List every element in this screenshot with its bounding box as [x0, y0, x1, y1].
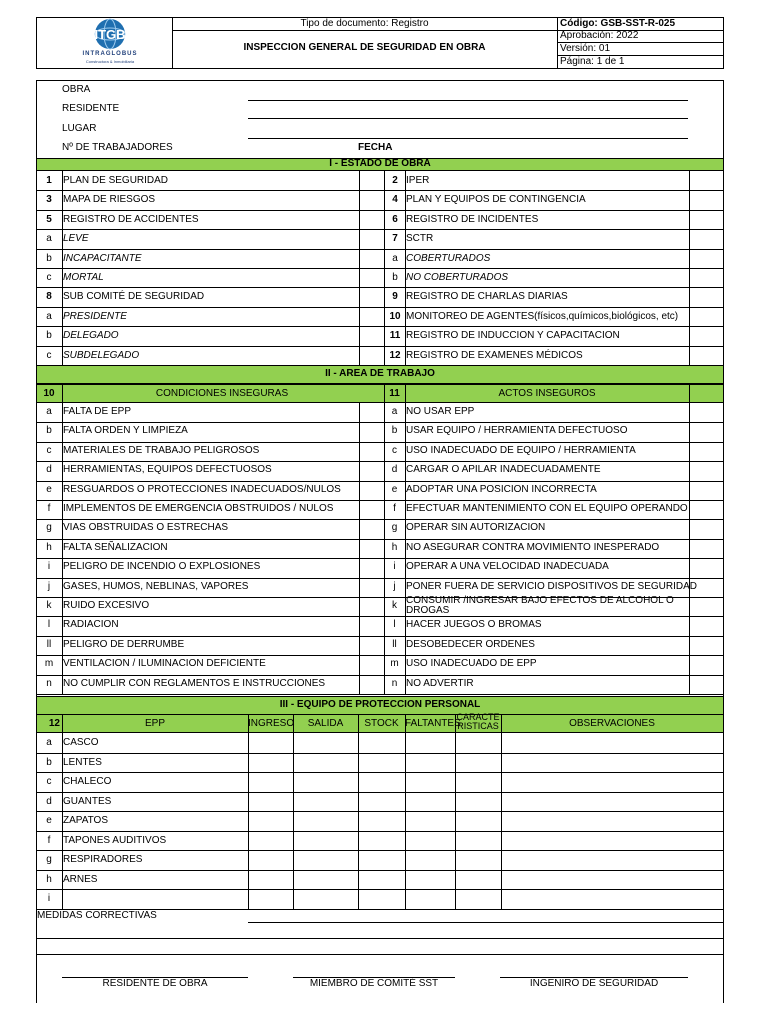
condition-label: VIAS OBSTRUIDAS O ESTRECHAS — [63, 522, 229, 533]
epp-input-cell[interactable] — [248, 889, 293, 909]
checkbox-cell[interactable] — [359, 636, 384, 655]
item-letter: e — [391, 484, 398, 495]
doc-type: Tipo de documento: Registro — [300, 18, 429, 29]
logo-name: INTRAGLOBUS — [82, 51, 138, 57]
condition-label: FALTA DE EPP — [63, 406, 131, 417]
doc-code: Código: GSB-SST-R-025 — [560, 18, 676, 29]
epp-input-cell[interactable] — [358, 831, 405, 851]
epp-input-cell[interactable] — [358, 811, 405, 831]
item-letter: g — [46, 522, 52, 533]
header-number: 11 — [389, 388, 400, 399]
item-letter: c — [46, 445, 52, 456]
epp-input-cell[interactable] — [455, 811, 501, 831]
checklist-item-label: REGISTRO DE INCIDENTES — [406, 214, 539, 225]
condition-label: RUIDO EXCESIVO — [63, 600, 150, 611]
checkbox-cell[interactable] — [359, 481, 384, 500]
header-observaciones: OBSERVACIONES — [569, 718, 655, 729]
epp-row-letter: h — [46, 874, 52, 885]
item-number: c — [46, 350, 52, 361]
sign-residente: RESIDENTE DE OBRA — [102, 978, 208, 989]
epp-input-cell[interactable] — [501, 831, 723, 851]
checkbox-cell[interactable] — [689, 636, 723, 655]
epp-input-cell[interactable] — [248, 753, 293, 773]
checkbox-cell[interactable] — [689, 422, 723, 441]
item-number: a — [392, 253, 398, 264]
company-logo — [80, 18, 140, 68]
epp-input-cell[interactable] — [455, 889, 501, 909]
checklist-item-label: PLAN Y EQUIPOS DE CONTINGENCIA — [406, 194, 586, 205]
header-number: 12 — [48, 718, 60, 729]
item-letter: a — [46, 406, 52, 417]
epp-input-cell[interactable] — [248, 850, 293, 870]
epp-input-cell[interactable] — [405, 733, 455, 753]
item-number: 1 — [46, 175, 52, 186]
checklist-item-label: REGISTRO DE CHARLAS DIARIAS — [406, 291, 568, 302]
epp-input-cell[interactable] — [405, 772, 455, 792]
checkbox-cell[interactable] — [359, 422, 384, 441]
checkbox-cell[interactable] — [359, 268, 384, 287]
checkbox-cell[interactable] — [689, 616, 723, 635]
approval: Aprobación: 2022 — [560, 30, 639, 41]
epp-row-letter: d — [46, 796, 52, 807]
checkbox-cell[interactable] — [359, 675, 384, 694]
checkbox-cell[interactable] — [689, 346, 723, 365]
item-letter: i — [393, 561, 396, 572]
checkbox-cell[interactable] — [359, 229, 384, 248]
checklist-item-label: SCTR — [406, 233, 434, 244]
checklist-item-label: NO COBERTURADOS — [406, 272, 509, 283]
section-3-title: III - EQUIPO DE PROTECCION PERSONAL — [279, 699, 481, 710]
epp-input-cell[interactable] — [455, 831, 501, 851]
condition-label: VENTILACION / ILUMINACION DEFICIENTE — [63, 658, 266, 669]
epp-item-label: LENTES — [63, 757, 102, 768]
header-epp: EPP — [144, 718, 165, 729]
version: Versión: 01 — [560, 43, 611, 54]
epp-input-cell[interactable] — [293, 733, 358, 753]
epp-input-cell[interactable] — [455, 733, 501, 753]
epp-input-cell[interactable] — [248, 733, 293, 753]
condition-label: PELIGRO DE DERRUMBE — [63, 639, 185, 650]
item-letter: a — [391, 406, 398, 417]
item-letter: n — [391, 678, 398, 689]
act-label: OPERAR SIN AUTORIZACION — [406, 522, 546, 533]
epp-item-label: ARNES — [63, 874, 98, 885]
epp-input-cell[interactable] — [405, 831, 455, 851]
epp-input-cell[interactable] — [293, 850, 358, 870]
epp-input-cell[interactable] — [405, 792, 455, 812]
checkbox-cell[interactable] — [689, 442, 723, 461]
epp-input-cell[interactable] — [501, 889, 723, 909]
condition-label: NO CUMPLIR CON REGLAMENTOS E INSTRUCCIONES — [63, 678, 326, 689]
act-label: CARGAR O APILAR INADECUADAMENTE — [406, 464, 601, 475]
item-number: 12 — [389, 350, 401, 361]
checkbox-cell[interactable] — [689, 287, 723, 306]
checklist-item-label: SUBDELEGADO — [63, 350, 140, 361]
checkbox-cell[interactable] — [689, 519, 723, 538]
epp-item-label: RESPIRADORES — [63, 854, 143, 865]
epp-input-cell[interactable] — [455, 772, 501, 792]
checkbox-cell[interactable] — [689, 461, 723, 480]
item-letter: i — [47, 561, 51, 572]
obra-field[interactable] — [248, 100, 688, 101]
checklist-item-label: REGISTRO DE ACCIDENTES — [63, 214, 199, 225]
item-letter: f — [47, 503, 51, 514]
item-number: 3 — [46, 194, 52, 205]
epp-input-cell[interactable] — [405, 870, 455, 890]
item-letter: e — [46, 484, 52, 495]
item-number: 11 — [389, 330, 401, 341]
obra-label: OBRA — [62, 84, 91, 95]
act-label: ADOPTAR UNA POSICION INCORRECTA — [406, 484, 597, 495]
epp-item-label: ZAPATOS — [63, 815, 109, 826]
item-number: 8 — [46, 291, 52, 302]
epp-input-cell[interactable] — [293, 772, 358, 792]
checklist-item-label: COBERTURADOS — [406, 253, 491, 264]
epp-input-cell[interactable] — [455, 850, 501, 870]
header-condiciones: CONDICIONES INSEGURAS — [155, 388, 289, 399]
epp-row-letter: a — [46, 737, 52, 748]
epp-row-letter: i — [47, 893, 51, 904]
checklist-item-label: MORTAL — [63, 272, 104, 283]
act-label: USO INADECUADO DE EPP — [406, 658, 537, 669]
condition-label: RESGUARDOS O PROTECCIONES INADECUADOS/NULOS — [63, 484, 341, 495]
header-stock: STOCK — [364, 718, 399, 729]
checkbox-cell[interactable] — [689, 655, 723, 674]
epp-input-cell[interactable] — [358, 870, 405, 890]
checkbox-cell[interactable] — [359, 326, 384, 345]
page-title: INSPECCION GENERAL DE SEGURIDAD EN OBRA — [243, 42, 486, 53]
item-letter: ll — [46, 639, 52, 650]
epp-input-cell[interactable] — [501, 753, 723, 773]
condition-label: IMPLEMENTOS DE EMERGENCIA OBSTRUIDOS / NULOS — [63, 503, 334, 514]
epp-input-cell[interactable] — [293, 811, 358, 831]
page-number: Página: 1 de 1 — [560, 56, 625, 67]
checkbox-cell[interactable] — [359, 539, 384, 558]
condition-label: FALTA SEÑALIZACION — [63, 542, 168, 553]
epp-input-cell[interactable] — [358, 792, 405, 812]
item-letter: j — [47, 581, 51, 592]
epp-input-cell[interactable] — [501, 733, 723, 753]
epp-input-cell[interactable] — [501, 870, 723, 890]
act-label: USO INADECUADO DE EQUIPO / HERRAMIENTA — [406, 445, 636, 456]
epp-row-letter: c — [46, 776, 52, 787]
checklist-item-label: IPER — [406, 175, 430, 186]
sign-ingeniero: INGENIRO DE SEGURIDAD — [529, 978, 659, 989]
item-letter: d — [391, 464, 398, 475]
epp-row-letter: g — [46, 854, 52, 865]
checkbox-cell[interactable] — [689, 307, 723, 326]
lugar-label: LUGAR — [62, 123, 97, 134]
section-1-title: I - ESTADO DE OBRA — [329, 158, 431, 169]
checkbox-cell[interactable] — [359, 287, 384, 306]
checkbox-cell[interactable] — [359, 597, 384, 616]
epp-input-cell[interactable] — [405, 850, 455, 870]
checkbox-cell[interactable] — [689, 675, 723, 694]
epp-input-cell[interactable] — [248, 870, 293, 890]
act-label: NO ADVERTIR — [406, 678, 474, 689]
medidas-field-line[interactable] — [248, 922, 723, 923]
epp-item-label: TAPONES AUDITIVOS — [63, 835, 167, 846]
epp-input-cell[interactable] — [358, 733, 405, 753]
condition-label: RADIACION — [63, 619, 119, 630]
checkbox-cell[interactable] — [359, 210, 384, 229]
checkbox-cell[interactable] — [359, 249, 384, 268]
epp-item-label: CASCO — [63, 737, 99, 748]
item-letter: h — [391, 542, 398, 553]
checklist-item-label: INCAPACITANTE — [63, 253, 142, 264]
checkbox-cell[interactable] — [689, 481, 723, 500]
checkbox-cell[interactable] — [689, 578, 723, 597]
checklist-item-label: MAPA DE RIESGOS — [63, 194, 156, 205]
epp-input-cell[interactable] — [358, 772, 405, 792]
item-number: b — [46, 253, 52, 264]
checklist-item-label: PLAN DE SEGURIDAD — [63, 175, 169, 186]
item-letter: k — [46, 600, 52, 611]
checkbox-cell[interactable] — [359, 403, 384, 422]
checkbox-cell[interactable] — [359, 171, 384, 190]
checklist-item-label: LEVE — [63, 233, 89, 244]
condition-label: GASES, HUMOS, NEBLINAS, VAPORES — [63, 581, 249, 592]
checkbox-cell[interactable] — [359, 442, 384, 461]
item-letter: g — [391, 522, 398, 533]
epp-input-cell[interactable] — [248, 792, 293, 812]
item-letter: n — [46, 678, 52, 689]
item-number: 2 — [392, 175, 398, 186]
epp-input-cell[interactable] — [455, 792, 501, 812]
epp-row-letter: b — [46, 757, 52, 768]
checkbox-cell[interactable] — [359, 500, 384, 519]
residente-label: RESIDENTE — [62, 103, 120, 114]
item-letter: ll — [392, 639, 397, 650]
header-faltantes: FALTANTES — [405, 718, 461, 729]
epp-row-letter: f — [47, 835, 51, 846]
checkbox-cell[interactable] — [359, 461, 384, 480]
item-letter: j — [393, 581, 396, 592]
checkbox-cell[interactable] — [359, 190, 384, 209]
act-label: EFECTUAR MANTENIMIENTO CON EL EQUIPO OPERANDO — [406, 503, 688, 514]
frame-right — [723, 80, 724, 1003]
item-number: a — [46, 311, 52, 322]
epp-row-letter: e — [46, 815, 52, 826]
item-number: a — [46, 233, 52, 244]
item-number: 7 — [392, 233, 398, 244]
item-letter: l — [393, 619, 396, 630]
residente-field[interactable] — [248, 118, 688, 119]
checkbox-cell[interactable] — [689, 500, 723, 519]
checkbox-cell[interactable] — [359, 346, 384, 365]
item-number: b — [392, 272, 398, 283]
checkbox-cell[interactable] — [689, 597, 723, 616]
epp-item-label: GUANTES — [63, 796, 112, 807]
header-caracteristicas: CARACTERISTICAS — [456, 712, 500, 731]
epp-input-cell[interactable] — [405, 811, 455, 831]
frame-top — [36, 80, 724, 81]
checkbox-cell[interactable] — [689, 229, 723, 248]
checkbox-cell[interactable] — [689, 326, 723, 345]
epp-input-cell[interactable] — [293, 870, 358, 890]
item-number: 5 — [46, 214, 52, 225]
checkbox-cell[interactable] — [689, 558, 723, 577]
svg-text:ITGB: ITGB — [94, 27, 126, 42]
act-label: DESOBEDECER ORDENES — [406, 639, 535, 650]
item-letter: h — [46, 542, 52, 553]
checklist-item-label: MONITOREO DE AGENTES(físicos,químicos,biológicos, etc) — [406, 311, 679, 322]
checklist-item-label: REGISTRO DE EXAMENES MÉDICOS — [406, 350, 583, 361]
checkbox-cell[interactable] — [359, 307, 384, 326]
item-number: 4 — [392, 194, 398, 205]
lugar-field[interactable] — [248, 138, 688, 139]
epp-input-cell[interactable] — [248, 772, 293, 792]
header-ingreso: INGRESO — [248, 718, 295, 729]
item-number: b — [46, 330, 52, 341]
item-letter: d — [46, 464, 52, 475]
checkbox-cell[interactable] — [689, 403, 723, 422]
fecha-label: FECHA — [358, 142, 393, 153]
epp-input-cell[interactable] — [405, 753, 455, 773]
logo-tagline: Constructora & Inmobiliaria — [85, 59, 135, 64]
item-letter: b — [391, 425, 398, 436]
checkbox-cell[interactable] — [359, 558, 384, 577]
epp-input-cell[interactable] — [405, 889, 455, 909]
act-label: HACER JUEGOS O BROMAS — [406, 619, 542, 630]
act-label: USAR EQUIPO / HERRAMIENTA DEFECTUOSO — [406, 425, 628, 436]
epp-input-cell[interactable] — [358, 889, 405, 909]
checkbox-cell[interactable] — [689, 190, 723, 209]
section-2-title: II - AREA DE TRABAJO — [325, 368, 435, 379]
condition-label: PELIGRO DE INCENDIO O EXPLOSIONES — [63, 561, 261, 572]
condition-label: FALTA ORDEN Y LIMPIEZA — [63, 425, 188, 436]
condition-label: HERRAMIENTAS, EQUIPOS DEFECTUOSOS — [63, 464, 272, 475]
epp-input-cell[interactable] — [358, 753, 405, 773]
checklist-item-label: REGISTRO DE INDUCCION Y CAPACITACION — [406, 330, 620, 341]
condition-label: MATERIALES DE TRABAJO PELIGROSOS — [63, 445, 260, 456]
checkbox-cell[interactable] — [689, 249, 723, 268]
epp-input-cell[interactable] — [248, 811, 293, 831]
checkbox-cell[interactable] — [359, 578, 384, 597]
checkbox-cell[interactable] — [689, 268, 723, 287]
medidas-label: MEDIDAS CORRECTIVAS — [37, 910, 157, 921]
item-letter: l — [47, 619, 51, 630]
checkbox-cell[interactable] — [689, 210, 723, 229]
item-letter: k — [392, 600, 397, 611]
epp-input-cell[interactable] — [501, 811, 723, 831]
epp-item-label: CHALECO — [63, 776, 112, 787]
trabajadores-label: Nº DE TRABAJADORES — [62, 142, 173, 153]
item-number: 10 — [389, 311, 401, 322]
item-letter: m — [44, 658, 54, 669]
epp-input-cell[interactable] — [293, 889, 358, 909]
item-letter: f — [393, 503, 396, 514]
epp-input-cell[interactable] — [455, 870, 501, 890]
act-label: PONER FUERA DE SERVICIO DISPOSITIVOS DE SEGURIDAD — [406, 581, 697, 592]
epp-input-cell[interactable] — [501, 850, 723, 870]
checklist-item-label: PRESIDENTE — [63, 311, 127, 322]
checklist-item-label: SUB COMITÉ DE SEGURIDAD — [63, 291, 205, 302]
checkbox-cell[interactable] — [359, 655, 384, 674]
checklist-item-label: DELEGADO — [63, 330, 119, 341]
item-number: 6 — [392, 214, 398, 225]
act-label: NO USAR EPP — [406, 406, 475, 417]
checkbox-cell[interactable] — [689, 539, 723, 558]
epp-input-cell[interactable] — [293, 831, 358, 851]
sign-comite: MIEMBRO DE COMITÉ SST — [309, 978, 439, 989]
checkbox-cell[interactable] — [359, 519, 384, 538]
item-letter: c — [392, 445, 397, 456]
epp-input-cell[interactable] — [455, 753, 501, 773]
item-letter: b — [46, 425, 52, 436]
header-number: 10 — [43, 388, 55, 399]
epp-input-cell[interactable] — [501, 772, 723, 792]
act-label: NO ASEGURAR CONTRA MOVIMIENTO INESPERADO — [406, 542, 660, 553]
epp-input-cell[interactable] — [293, 792, 358, 812]
act-label: OPERAR A UNA VELOCIDAD INADECUADA — [406, 561, 609, 572]
item-number: 9 — [392, 291, 398, 302]
epp-input-cell[interactable] — [293, 753, 358, 773]
item-number: c — [46, 272, 52, 283]
header-salida: SALIDA — [307, 718, 344, 729]
epp-input-cell[interactable] — [501, 792, 723, 812]
act-label: CONSUMIR /INGRESAR BAJO EFECTOS DE ALCOHOL O DROGAS — [406, 595, 674, 616]
checkbox-cell[interactable] — [359, 616, 384, 635]
checkbox-cell[interactable] — [689, 171, 723, 190]
epp-input-cell[interactable] — [248, 831, 293, 851]
item-letter: m — [390, 658, 399, 669]
header-actos: ACTOS INSEGUROS — [498, 388, 596, 399]
epp-input-cell[interactable] — [358, 850, 405, 870]
